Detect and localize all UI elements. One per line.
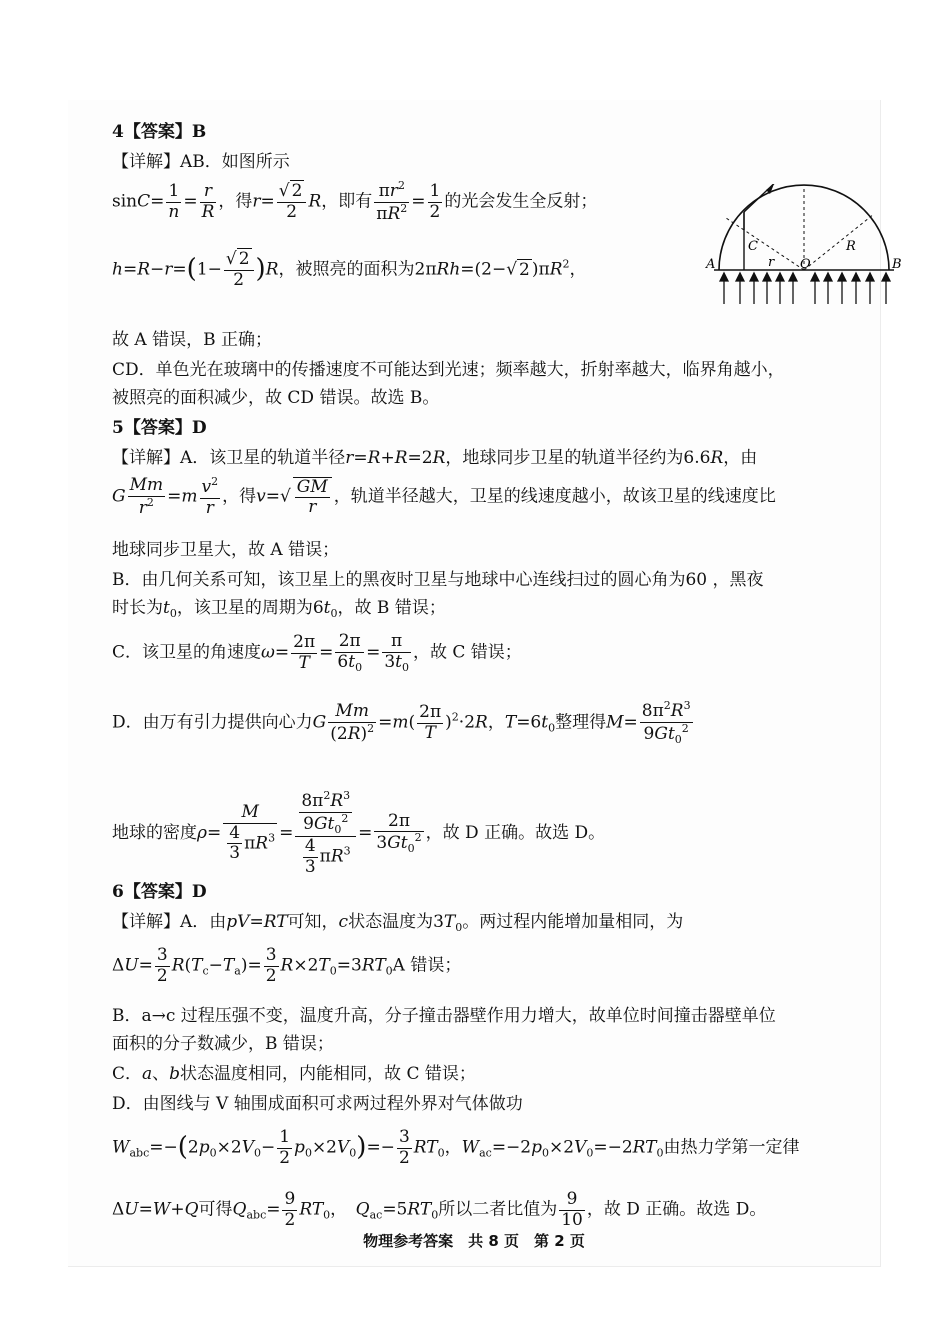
q6-b-line-2: 面积的分子数减少，B 错误； [112,1034,334,1054]
q4-answer-heading: 4【答案】B [112,122,207,142]
q5-detail-line-1: 【详解】A．该卫星的轨道半径r=R+R=2R，地球同步卫星的轨道半径约为6.6R，由 [112,448,758,468]
q4-cd-line-2: 被照亮的面积减少，故 CD 错误。故选 B。 [112,388,440,408]
q6-c-line: C．a、b状态温度相同，内能相同，故 C 错误； [112,1064,476,1084]
fig-label-r: r [768,255,775,270]
fig-label-o: O [800,257,811,272]
answer-sheet-page [68,100,902,1267]
q6-b-line-1: B．a→c 过程压强不变，温度升高，分子撞击器壁作用力增大，故单位时间撞击器壁单位 [112,1006,776,1026]
q5-c-line: C．该卫星的角速度ω= $\frac{2\pi}{T}$ = $\frac{2\pi}{6t_0}$ = $\frac{\pi}{3t_0}$ ，故 C 错误； [112,631,522,674]
q5-conclusion-a: 地球同步卫星大，故 A 错误； [112,540,340,560]
q4-height-line: h=R−r=(1− $\frac{√ 2}{2}$ )R，被照亮的面积为2πRh=(2−√ 2 )$\pi R^2$， [112,249,587,290]
q5-answer-heading: 5【答案】D [112,418,207,438]
q6-work-line: $W_{abc}=-(2p_0\times 2V_0-$ $\frac{1}{2}$ $p_0\times 2V_0)=-$ $\frac{3}{2}$ $RT_0$，$W_{ac}=-2p_0\times 2V_0=-2RT_0$由热力学第一定律 [112,1127,800,1168]
q6-a-line-1: 【详解】A．由pV=RT可知，c状态温度为$3T_0$。两过程内能增加量相同，为 [112,912,684,934]
q6-energy-line: ΔU= $\frac{3}{2}$ $R(T_c-T_a)=$ $\frac{3}{2}$ $R\times 2T_0=3RT_0A$ 错误； [112,945,462,986]
q4-cd-line-1: CD．单色光在玻璃中的传播速度不可能达到光速；频率越大，折射率越大，临界角越小， [112,360,785,380]
q6-answer-heading: 6【答案】D [112,882,207,902]
fig-label-c: C [748,239,758,254]
semicircle-glass-figure [704,184,904,314]
fig-label-a: A [706,257,716,272]
q5-b-line-1: B．由几何关系可知，该卫星上的黑夜时卫星与地球中心连线扫过的圆心角为60 ，黑夜 [112,570,764,590]
q6-d-line: D．由图线与 V 轴围成面积可求两过程外界对气体做功 [112,1094,523,1114]
q5-velocity-line: G $\frac{Mm}{r^2}$ =m $\frac{v^2}{r}$ ，得v=√ $\frac{GM}{r}$ ，轨道半径越大，卫星的线速度越小，故该卫星的线速度比 [112,475,776,518]
q4-critical-angle-line: sinC= $\frac{1}{n}$ = $\frac{r}{R}$ ，得r= $\frac{√ 2}{2}$ R，即有 $\frac{\pi r^2}{\pi R^2}$ = $\frac{1}{2}$ 的光会发生全反射； [112,179,598,224]
q5-d-line: D．由万有引力提供向心力G $\frac{Mm}{(2R)^2}$ =m( $\frac{2\pi}{T}$ )$^2$·2R，$T=6t_0$整理得M= $\frac{8\pi^2R^3}{9Gt_0^2}$ [112,699,691,746]
q4-conclusion-ab: 故 A 错误，B 正确； [112,330,272,350]
fig-label-b: B [892,257,902,272]
incident-light-arrows [720,273,890,304]
q4-detail-heading: 【详解】AB．如图所示 [112,152,290,172]
q5-density-line: 地球的密度ρ= M $\frac{4}{3}$ $\pi R^3$ = $\frac{8\pi^2R^3}{9Gt_0^2}$ $\frac{4}{3}$ $\pi R^3$ = $\frac{2\pi}{3Gt_0^2}$ ，故 D 正确。故选 D。 [112,789,606,877]
q6-heat-line: ΔU=W+Q可得$Q_{abc}=$ $\frac{9}{2}$ $RT_0$， $Q_{ac}=5RT_0$所以二者比值为 $\frac{9}{10}$ ，故 D 正确。故选 D。 [112,1189,767,1230]
page-footer: 物理参考答案 共 8 页 第 2 页 [363,1232,585,1250]
fig-label-big-r: R [846,239,856,254]
q5-b-line-2: 时长为$t_0$，该卫星的周期为$6t_0$，故 B 错误； [112,598,446,620]
